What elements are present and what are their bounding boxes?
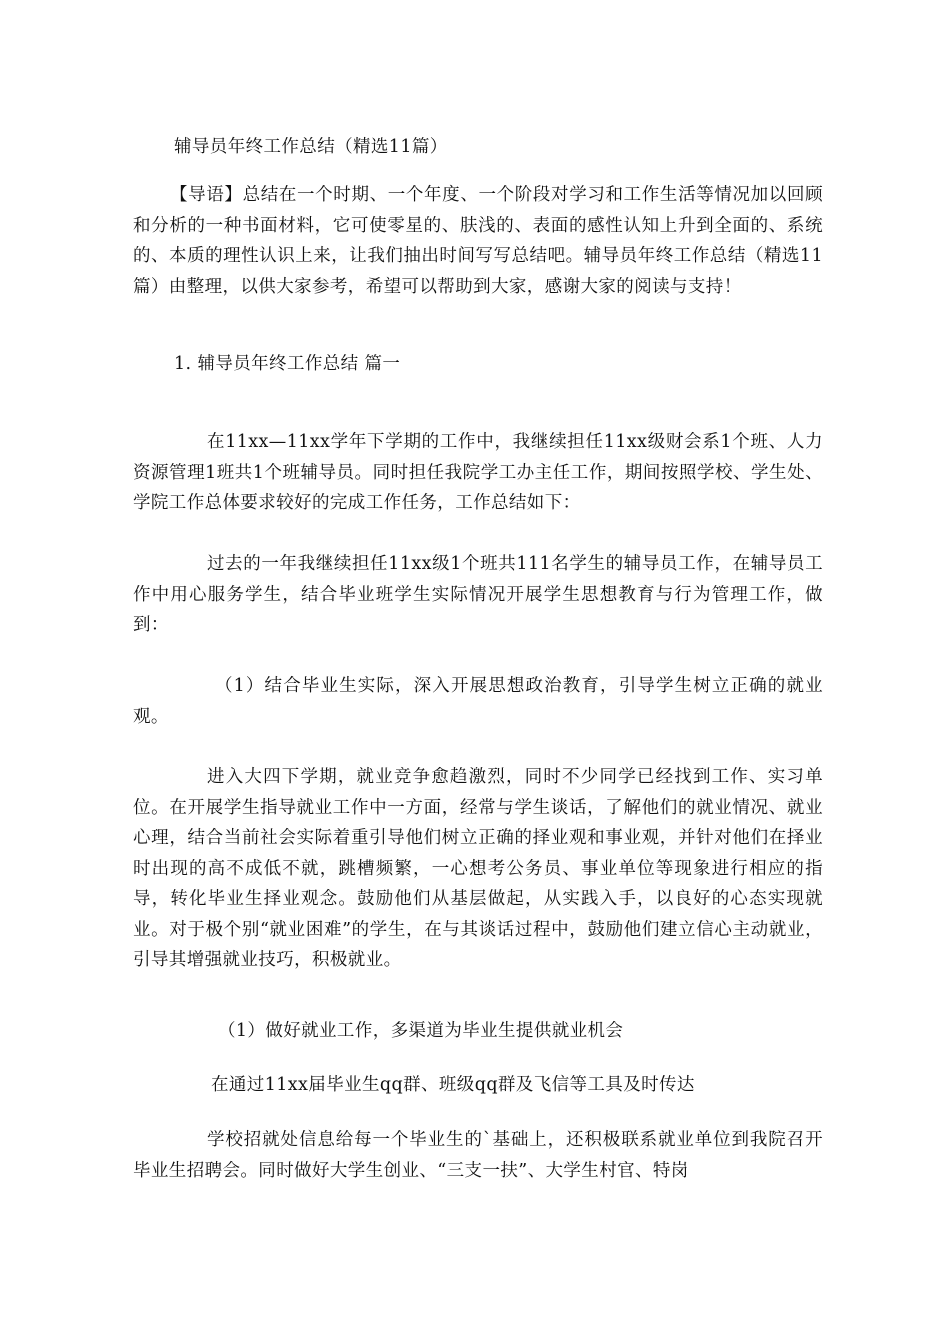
intro-paragraph: 【导语】总结在一个时期、一个年度、一个阶段对学习和工作生活等情况加以回顾和分析的一种书面材料，它可使零星的、肤浅的、表面的感性认知上升到全面的、系统的、本质的理性认识上来，让我们抽出时间写写总结吧。辅导员年终工作总结（精选11篇）由整理，以供大家参考，希望可以帮助到大家，感谢大家的阅读与支持！ bbox=[133, 185, 823, 297]
document-title: 辅导员年终工作总结（精选11篇） bbox=[174, 137, 448, 157]
section-heading: 1. 辅导员年终工作总结 篇一 bbox=[174, 354, 401, 374]
paragraph: 进入大四下学期，就业竞争愈趋激烈，同时不少同学已经找到工作、实习单位。在开展学生指导就业工作中一方面，经常与学生谈话，了解他们的就业情况、就业心理，结合当前社会实际着重引导他们树立正确的择业观和事业观，并针对他们在择业时出现的高不成低不就，跳槽频繁，一心想考公务员、事业单位等现象进行相应的指导，转化毕业生择业观念。鼓励他们从基层做起，从实践入手，以良好的心态实现就业。对于极个别“就业困难”的学生，在与其谈话过程中，鼓励他们建立信心主动就业，引导其增强就业技巧，积极就业。 bbox=[133, 767, 823, 970]
subheading: （1）做好就业工作，多渠道为毕业生提供就业机会 bbox=[218, 1021, 624, 1041]
subheading: （1）结合毕业生实际，深入开展思想政治教育，引导学生树立正确的就业观。 bbox=[133, 676, 823, 727]
paragraph: 在11xx—11xx学年下学期的工作中，我继续担任11xx级财会系1个班、人力资源管理1班共1个班辅导员。同时担任我院学工办主任工作，期间按照学校、学生处、学院工作总体要求较好的完成工作任务，工作总结如下： bbox=[133, 432, 823, 513]
paragraph: 在通过11xx届毕业生qq群、班级qq群及飞信等工具及时传达 bbox=[211, 1075, 695, 1095]
paragraph: 过去的一年我继续担任11xx级1个班共111名学生的辅导员工作，在辅导员工作中用心服务学生，结合毕业班学生实际情况开展学生思想教育与行为管理工作，做到： bbox=[133, 554, 823, 635]
paragraph: 学校招就处信息给每一个毕业生的`基础上，还积极联系就业单位到我院召开毕业生招聘会。同时做好大学生创业、“三支一扶”、大学生村官、特岗 bbox=[133, 1130, 823, 1181]
